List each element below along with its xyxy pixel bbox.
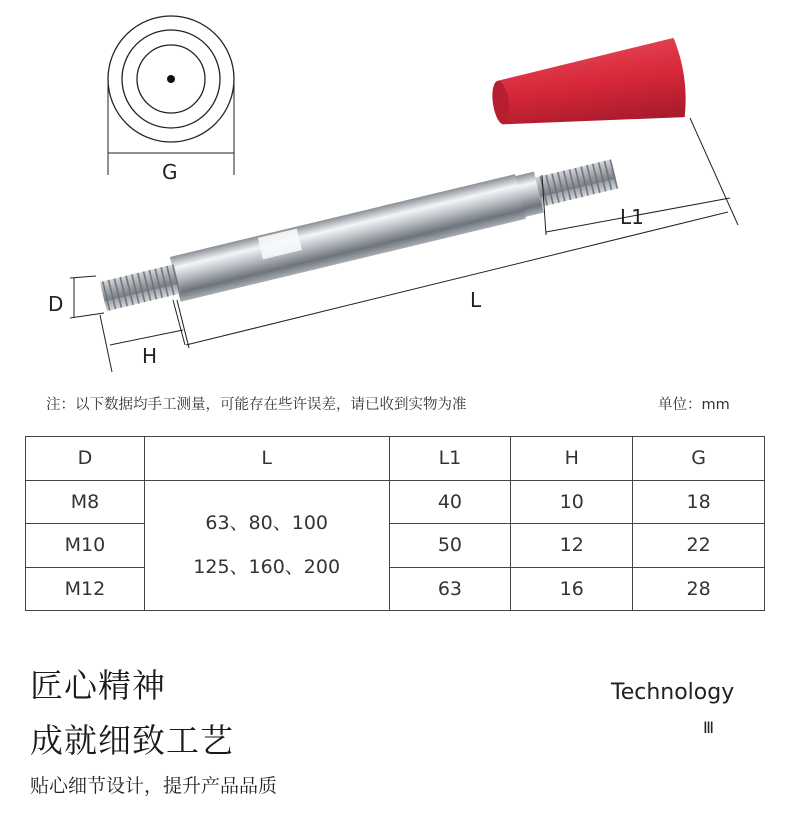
cell-l-values bbox=[144, 480, 389, 611]
label-g: G bbox=[162, 160, 178, 184]
cell-h: 10 bbox=[511, 480, 633, 524]
label-h: H bbox=[142, 344, 158, 368]
red-cap-icon bbox=[487, 37, 689, 143]
cell-l1: 40 bbox=[389, 480, 511, 524]
cell-d: M10 bbox=[26, 524, 145, 568]
l-values-line2: 125、160、200 bbox=[193, 556, 341, 579]
cell-l1: 63 bbox=[389, 567, 511, 611]
cell-g: 22 bbox=[633, 524, 765, 568]
table-row bbox=[26, 567, 765, 611]
table-header-row bbox=[26, 437, 765, 481]
cell-l1: 50 bbox=[389, 524, 511, 568]
technology-mark: Ⅲ bbox=[703, 718, 715, 737]
label-l: L bbox=[470, 288, 482, 312]
cell-d: M12 bbox=[26, 567, 145, 611]
header-h: H bbox=[511, 437, 633, 481]
header-l1: L1 bbox=[389, 437, 511, 481]
measurement-note: 注：以下数据均手工测量，可能存在些许误差，请已收到实物为准 bbox=[46, 397, 467, 413]
cell-g: 18 bbox=[633, 480, 765, 524]
cell-d: M8 bbox=[26, 480, 145, 524]
top-view-circle-icon bbox=[108, 16, 234, 175]
cell-h: 16 bbox=[511, 567, 633, 611]
technology-label: Technology bbox=[611, 680, 735, 705]
slogan-line1: 匠心精神 bbox=[30, 666, 166, 705]
slogan-line2: 成就细致工艺 bbox=[30, 721, 234, 760]
l-values-line1: 63、80、100 bbox=[205, 512, 328, 535]
table-row bbox=[26, 480, 765, 524]
header-l: L bbox=[144, 437, 389, 481]
label-l1: L1 bbox=[620, 205, 644, 229]
cell-h: 12 bbox=[511, 524, 633, 568]
unit-label: 单位：mm bbox=[658, 397, 730, 413]
product-diagram bbox=[0, 0, 790, 380]
label-d: D bbox=[48, 292, 64, 316]
rod-drawing bbox=[0, 0, 790, 380]
header-g: G bbox=[633, 437, 765, 481]
table-row bbox=[26, 524, 765, 568]
dimension-d bbox=[70, 276, 104, 318]
cell-g: 28 bbox=[633, 567, 765, 611]
tagline: 贴心细节设计，提升产品品质 bbox=[30, 775, 278, 797]
header-d: D bbox=[26, 437, 145, 481]
spec-table bbox=[25, 436, 765, 611]
